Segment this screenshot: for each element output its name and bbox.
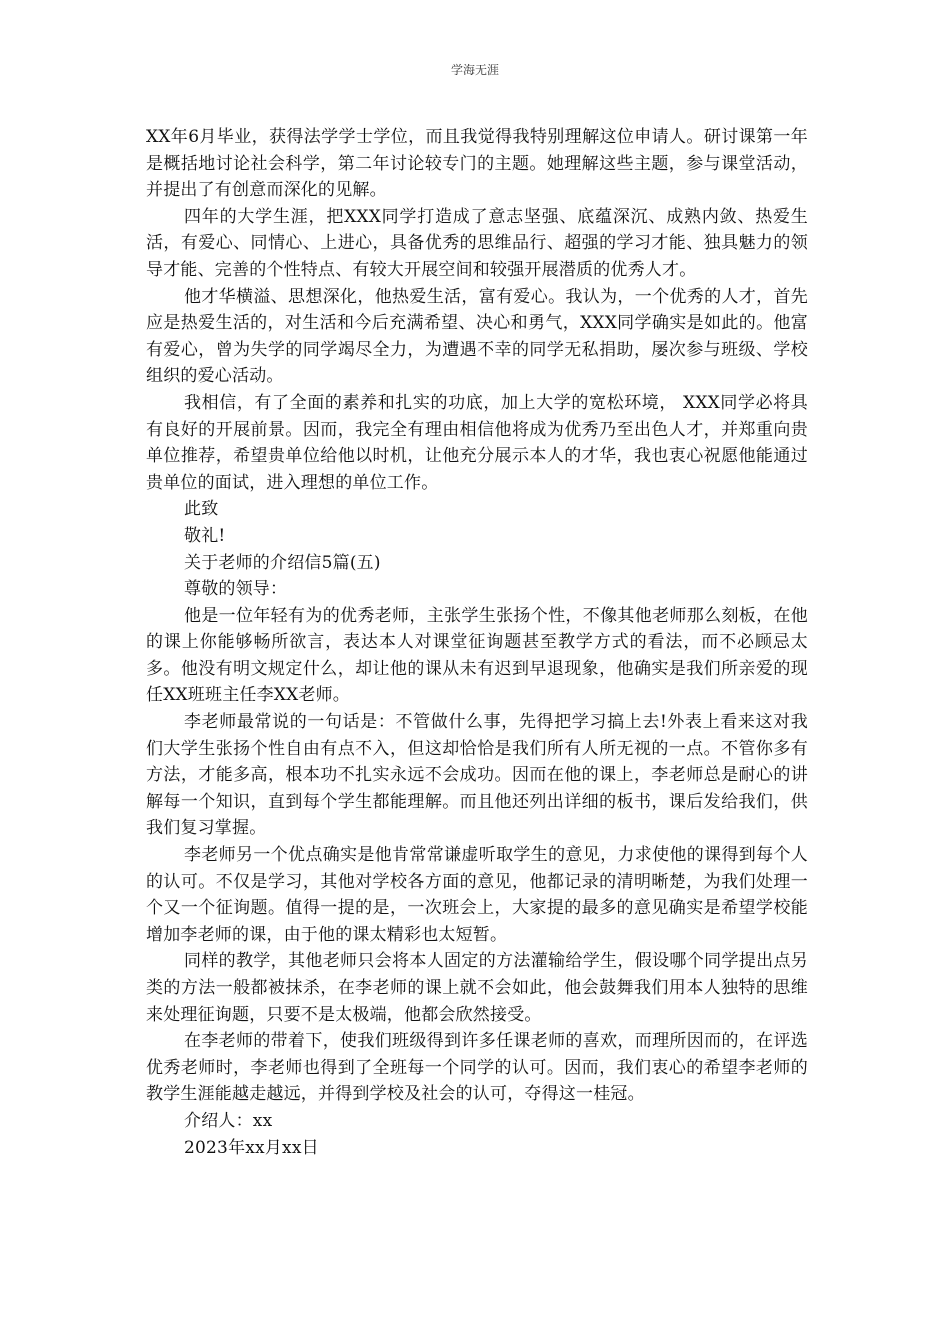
page-header: 学海无涯 <box>450 63 499 77</box>
letter-date: 2023年xx月xx日 <box>184 1137 319 1158</box>
paragraph-graduation: XX年6月毕业，获得法学学士学位，而且我觉得我特别理解这位申请人。研讨课第一年是概括地讨论社会科学，第二年讨论较专门的主题。她理解这些主题，参与课堂活动，并提出了有创意而深化的见解。 <box>146 127 808 201</box>
paragraph-listening: 李老师另一个优点确实是他肯常常谦虚听取学生的意见，力求使他的课得到每个人的认可。不仅是学习，其他对学校各方面的意见，他都记录的清明晰楚，为我们处理一个又一个征询题。值得一提的是，一次班会上，大家提的最多的意见确实是希望学校能增加李老师的课，由于他的课太精彩也太短暂。 <box>146 845 808 945</box>
closing-salutation: 此致 <box>184 499 219 520</box>
closing-regards: 敬礼! <box>184 525 226 546</box>
introducer-signature: 介绍人：xx <box>184 1110 273 1131</box>
paragraph-recommendation: 我相信，有了全面的素养和扎实的功底，加上大学的宽松环境， XXX同学必将具有良好的开展前景。因而，我完全有理由相信他将成为优秀乃至出色人才，并郑重向贵单位推荐，希望贵单位给他以时机，让他充分展示本人的才华，我也衷心祝愿他能通过贵单位的面试，进入理想的单位工作。 <box>146 392 808 493</box>
paragraph-favorite-saying: 李老师最常说的一句话是：不管做什么事，先得把学习搞上去!外表上看来这对我们大学生张扬个性自由有点不入，但这却恰恰是我们所有人所无视的一点。不管你多有方法，才能多高，根本功不扎实永远不会成功。因而在他的课上，李老师总是耐心的讲解每一个知识，直到每个学生都能理解。而且他还列出详细的板书，课后发给我们，供我们复习掌握。 <box>146 712 808 839</box>
paragraph-teacher-intro: 他是一位年轻有为的优秀老师，主张学生张扬个性，不像其他老师那么刻板，在他的课上你能够畅所欲言，表达本人对课堂征询题甚至教学方式的看法，而不必顾忌太多。他没有明文规定什么，却让他的课从未有迟到早退现象，他确实是我们所亲爱的现任XX班班主任李XX老师。 <box>146 605 808 706</box>
section-title: 关于老师的介绍信5篇(五) <box>184 552 381 573</box>
greeting: 尊敬的领导： <box>184 579 288 600</box>
paragraph-teaching-method: 同样的教学，其他老师只会将本人固定的方法灌输给学生，假设哪个同学提出点另类的方法一般都被抹杀，在李老师的课上就不会如此，他会鼓舞我们用本人独特的思维来处理征询题，只要不是太极端，他都会欣然接受。 <box>146 951 808 1025</box>
paragraph-conclusion: 在李老师的带着下，使我们班级得到许多任课老师的喜欢，而理所因而的，在评选优秀老师时，李老师也得到了全班每一个同学的认可。因而，我们衷心的希望李老师的教学生涯能越走越远，并得到学校及社会的认可，夺得这一桂冠。 <box>146 1031 808 1105</box>
paragraph-university-career: 四年的大学生涯，把XXX同学打造成了意志坚强、底蕴深沉、成熟内敛、热爱生活，有爱心、同情心、上进心，具备优秀的思维品行、超强的学习才能、独具魅力的领导才能、完善的个性特点、有较大开展空间和较强开展潜质的优秀人才。 <box>146 206 808 280</box>
paragraph-talent: 他才华横溢、思想深化，他热爱生活，富有爱心。我认为，一个优秀的人才，首先应是热爱生活的，对生活和今后充满希望、决心和勇气，XXX同学确实是如此的。他富有爱心，曾为失学的同学竭尽全力，为遭遇不幸的同学无私捐助，屡次参与班级、学校组织的爱心活动。 <box>146 286 808 387</box>
letter-body <box>146 124 808 1161</box>
